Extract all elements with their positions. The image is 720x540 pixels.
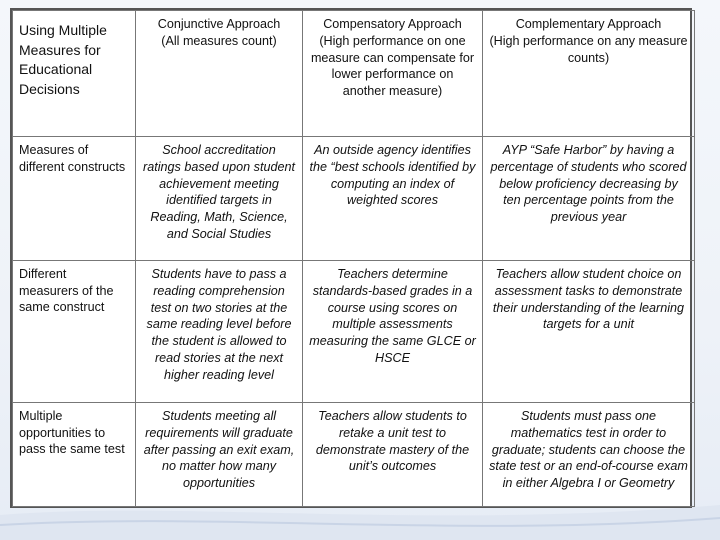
row-label: Measures of different constructs (13, 137, 136, 261)
table-cell: School accreditation ratings based upon student achievement meeting identified targets in Reading, Math, Science, and Social Studies (136, 137, 303, 261)
column-title: Complementary Approach (515, 17, 662, 31)
column-header-conjunctive (136, 11, 303, 137)
column-subtitle: (High performance on one measure can compensate for lower performance on another measure) (310, 33, 475, 99)
multiple-measures-table (12, 10, 695, 507)
table-row (13, 261, 695, 403)
table-cell: Students meeting all requirements will graduate after passing an exit exam, no matter how many opportunities (136, 403, 303, 507)
column-subtitle: (High performance on any measure counts) (489, 33, 688, 65)
column-title: Conjunctive Approach (157, 17, 281, 31)
column-header-compensatory (303, 11, 483, 137)
row-label: Multiple opportunities to pass the same test (13, 403, 136, 507)
table-title: Using Multiple Measures for Educational Decisions (13, 11, 136, 137)
column-subtitle: (All measures count) (161, 33, 277, 48)
table-cell: An outside agency identifies the “best schools identified by computing an index of weighted scores (303, 137, 483, 261)
table-row (13, 137, 695, 261)
column-header-complementary (483, 11, 695, 137)
table-cell: Teachers allow student choice on assessment tasks to demonstrate their understanding of the learning targets for a unit (483, 261, 695, 403)
table-cell: Students must pass one mathematics test in order to graduate; students can choose the state test or an end-of-course exam in either Algebra I or Geometry (483, 403, 695, 507)
column-title: Compensatory Approach (323, 17, 462, 31)
table-row (13, 403, 695, 507)
row-label: Different measurers of the same construct (13, 261, 136, 403)
header-row (13, 11, 695, 137)
table-cell: Teachers allow students to retake a unit test to demonstrate mastery of the unit’s outcomes (303, 403, 483, 507)
table-frame (10, 8, 692, 508)
table-cell: Teachers determine standards-based grades in a course using scores on multiple assessments measuring the same GLCE or HSCE (303, 261, 483, 403)
table-cell: AYP “Safe Harbor” by having a percentage of students who scored below proficiency decreasing by ten percentage points from the previous year (483, 137, 695, 261)
table-cell: Students have to pass a reading comprehension test on two stories at the same reading level before the student is allowed to read stories at the next higher reading level (136, 261, 303, 403)
